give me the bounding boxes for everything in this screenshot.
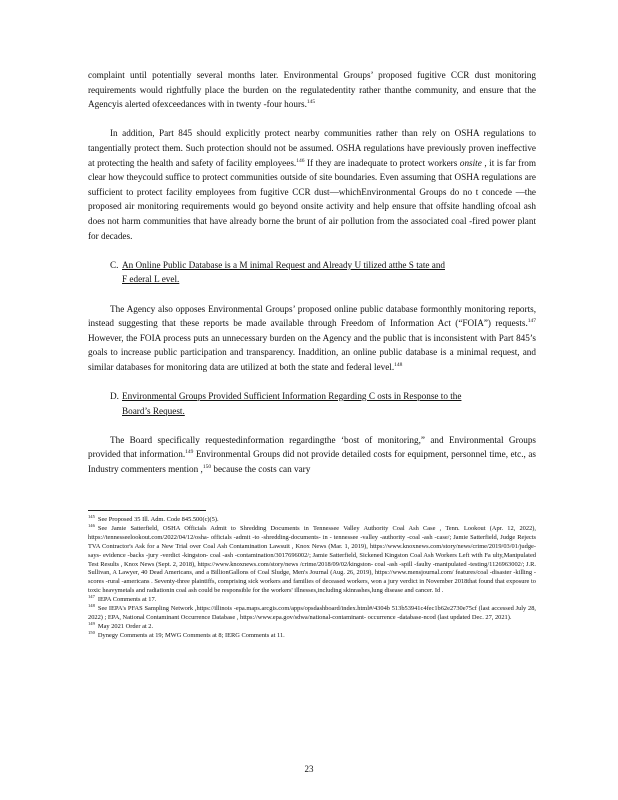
paragraph-1: complaint until potentially several months later. Environmental Groups’ proposed fugitive CCR dust monitoring requirements would rightfully place the burden on the regulatedentity rather thanthe community, and ensure that the Agencyis alerted ofexceedances with in twenty -four hours.$^{145}$ xyxy=(88,70,536,110)
footnote-146: $^{146}$ See Jamie Satterfield, OSHA Officials Admit to Shredding Documents in Tennessee Valley Authority Coal Ash Case , Tenn. Lookout (Apr. 12, 2022), https://tennesseelookout.com/2022/04/12/osha- officials -admit -to -shredding-documents- in - tennessee -valley -authority -coal -ash -case/; Jamie Satterfield, Judge Rejects TVA Contractor's Ask for a New Trial over Coal Ash Contamination Lawsuit , Knox News (Mar. 1, 2019), https://www.knoxnews.com/story/news/crime/2019/03/01/judge- says- evidence -backs -jury -verdict -kingston- coal -ash -contamination/3017696002/; Jamie Satterfield, Sickened Kingston Coal Ash Workers Left with Fa ulty,Manipulated Test Results , Knox News (Sept. 2, 2018), https://www.knoxnews.com/story/news /crime/2018/09/02/kingston- coal -ash -spill -faulty -manipulated -testing/1126963002/; J.R. Sullivan, A Lawyer, 40 Dead Americans, and a BillionGallons of Coal Sludge, Men's Journal (Aug. 26, 2019), https://www.mensjournal.com/ features/coal -disaster -killing -scores -rural -americans . Seventy-three plaintiffs, comprising sick workers and families of deceased workers, won a jury verdict in November 2018that found that exposure to toxic heavymetals and radiationin coal ash could be responsible for the workers' illnesses,including skinrashes,lung disease and cancer. Id . xyxy=(88,522,536,595)
footnote-150: $^{150}$ Dynegy Comments at 19; MWG Comments at 8; IERG Comments at 11. xyxy=(88,629,285,639)
footnote-separator xyxy=(88,510,206,511)
footnote-ref-147[interactable]: 147 xyxy=(527,318,536,325)
heading-letter: C. xyxy=(110,259,119,270)
paragraph-4: The Board specifically requestedinformation regardingthe ‘bost of monitoring,” and Environmental Groups provided that information.$^{149}$ Environmental Groups did not provide detailed costs for equipment, personnel time, etc., as Industry commenters mention ,$^{150}$ because the costs can vary xyxy=(88,434,537,475)
paragraph-2: In addition, Part 845 should explicitly protect nearby communities rather than rely on OSHA regulations to tangentially protect them. Such protection should not be assumed. OSHA regulations have previously proven ineffective at protecting the health and safety of facility employees.$^{146}$ If they are inadequate to protect workers onsite , it is far from clear how theycould suffice to protect communities outside of site boundaries. Even assuming that OSHA regulations are sufficient to protect facility employees from fugitive CCR dust—whichEnvironmental Groups do no t concede —the proposed air monitoring requirements would go beyond onsite activity and help ensure that offsite handling ofcoal ash does not harm communities that have already borne the brunt of air pollution from the associated coal -fired power plant for decades. xyxy=(88,128,536,241)
footnote-147: $^{147}$ IEPA Comments at 17. xyxy=(88,594,157,604)
heading-title-line2: Board’s Request. xyxy=(122,405,185,416)
footnote-ref-145[interactable]: 145 xyxy=(306,99,316,106)
heading-letter: D. xyxy=(110,391,119,402)
heading-title-line2: F ederal L evel. xyxy=(122,274,180,285)
footnote-145: $^{145}$ See Proposed 35 Ill. Adm. Code 845.500(c)(5). xyxy=(88,513,219,523)
heading-title-line1: An Online Public Database is a M inimal Request and Already U tilized atthe S tate and xyxy=(122,259,446,270)
onsite-italic: onsite xyxy=(459,157,482,168)
footnotes xyxy=(88,513,536,641)
paragraph-3: The Agency also opposes Environmental Groups’ proposed online public database formonthly monitoring reports, instead suggesting that these reports be made available through Freedom of Information Act (“FOIA”) requests.$^{147}$ However, the FOIA process puts an unnecessary burden on the Agency and the public that is inconsistent with Part 845’s goals to increase public participation and transparency. Inaddition, an online public database is a minimal request, and similar databases for monitoring data are utilized at both the state and federal level.$^{148}$ xyxy=(88,303,536,372)
section-heading-d xyxy=(88,389,536,418)
section-heading-c xyxy=(88,258,536,287)
heading-title-line1: Environmental Groups Provided Sufficient Information Regarding C osts in Response to the xyxy=(122,391,462,402)
footnote-ref-148[interactable]: 148 xyxy=(394,361,403,368)
footnote-149: $^{149}$ May 2021 Order at 2. xyxy=(88,620,154,630)
body-text xyxy=(88,68,536,491)
footnote-ref-150[interactable]: 150 xyxy=(202,463,212,470)
footnote-148: $^{148}$ See IEPA's PFAS Sampling Network ,https://illinois -epa.maps.arcgis.com/apps/opsdashboard/index.html#/4304b 513b53941c4fec1b62e2730e75cf (last accessed July 28, 2022) ; EPA, National Contaminant Occurrence Database , https://www.epa.gov/sdwa/national-contaminant- occurrence -database-ncod (last updated Dec. 27, 2021). xyxy=(88,602,536,621)
footnote-ref-149[interactable]: 149 xyxy=(185,449,194,456)
page-number: 23 xyxy=(304,764,314,774)
footnote-ref-146[interactable]: 146 xyxy=(296,157,305,164)
